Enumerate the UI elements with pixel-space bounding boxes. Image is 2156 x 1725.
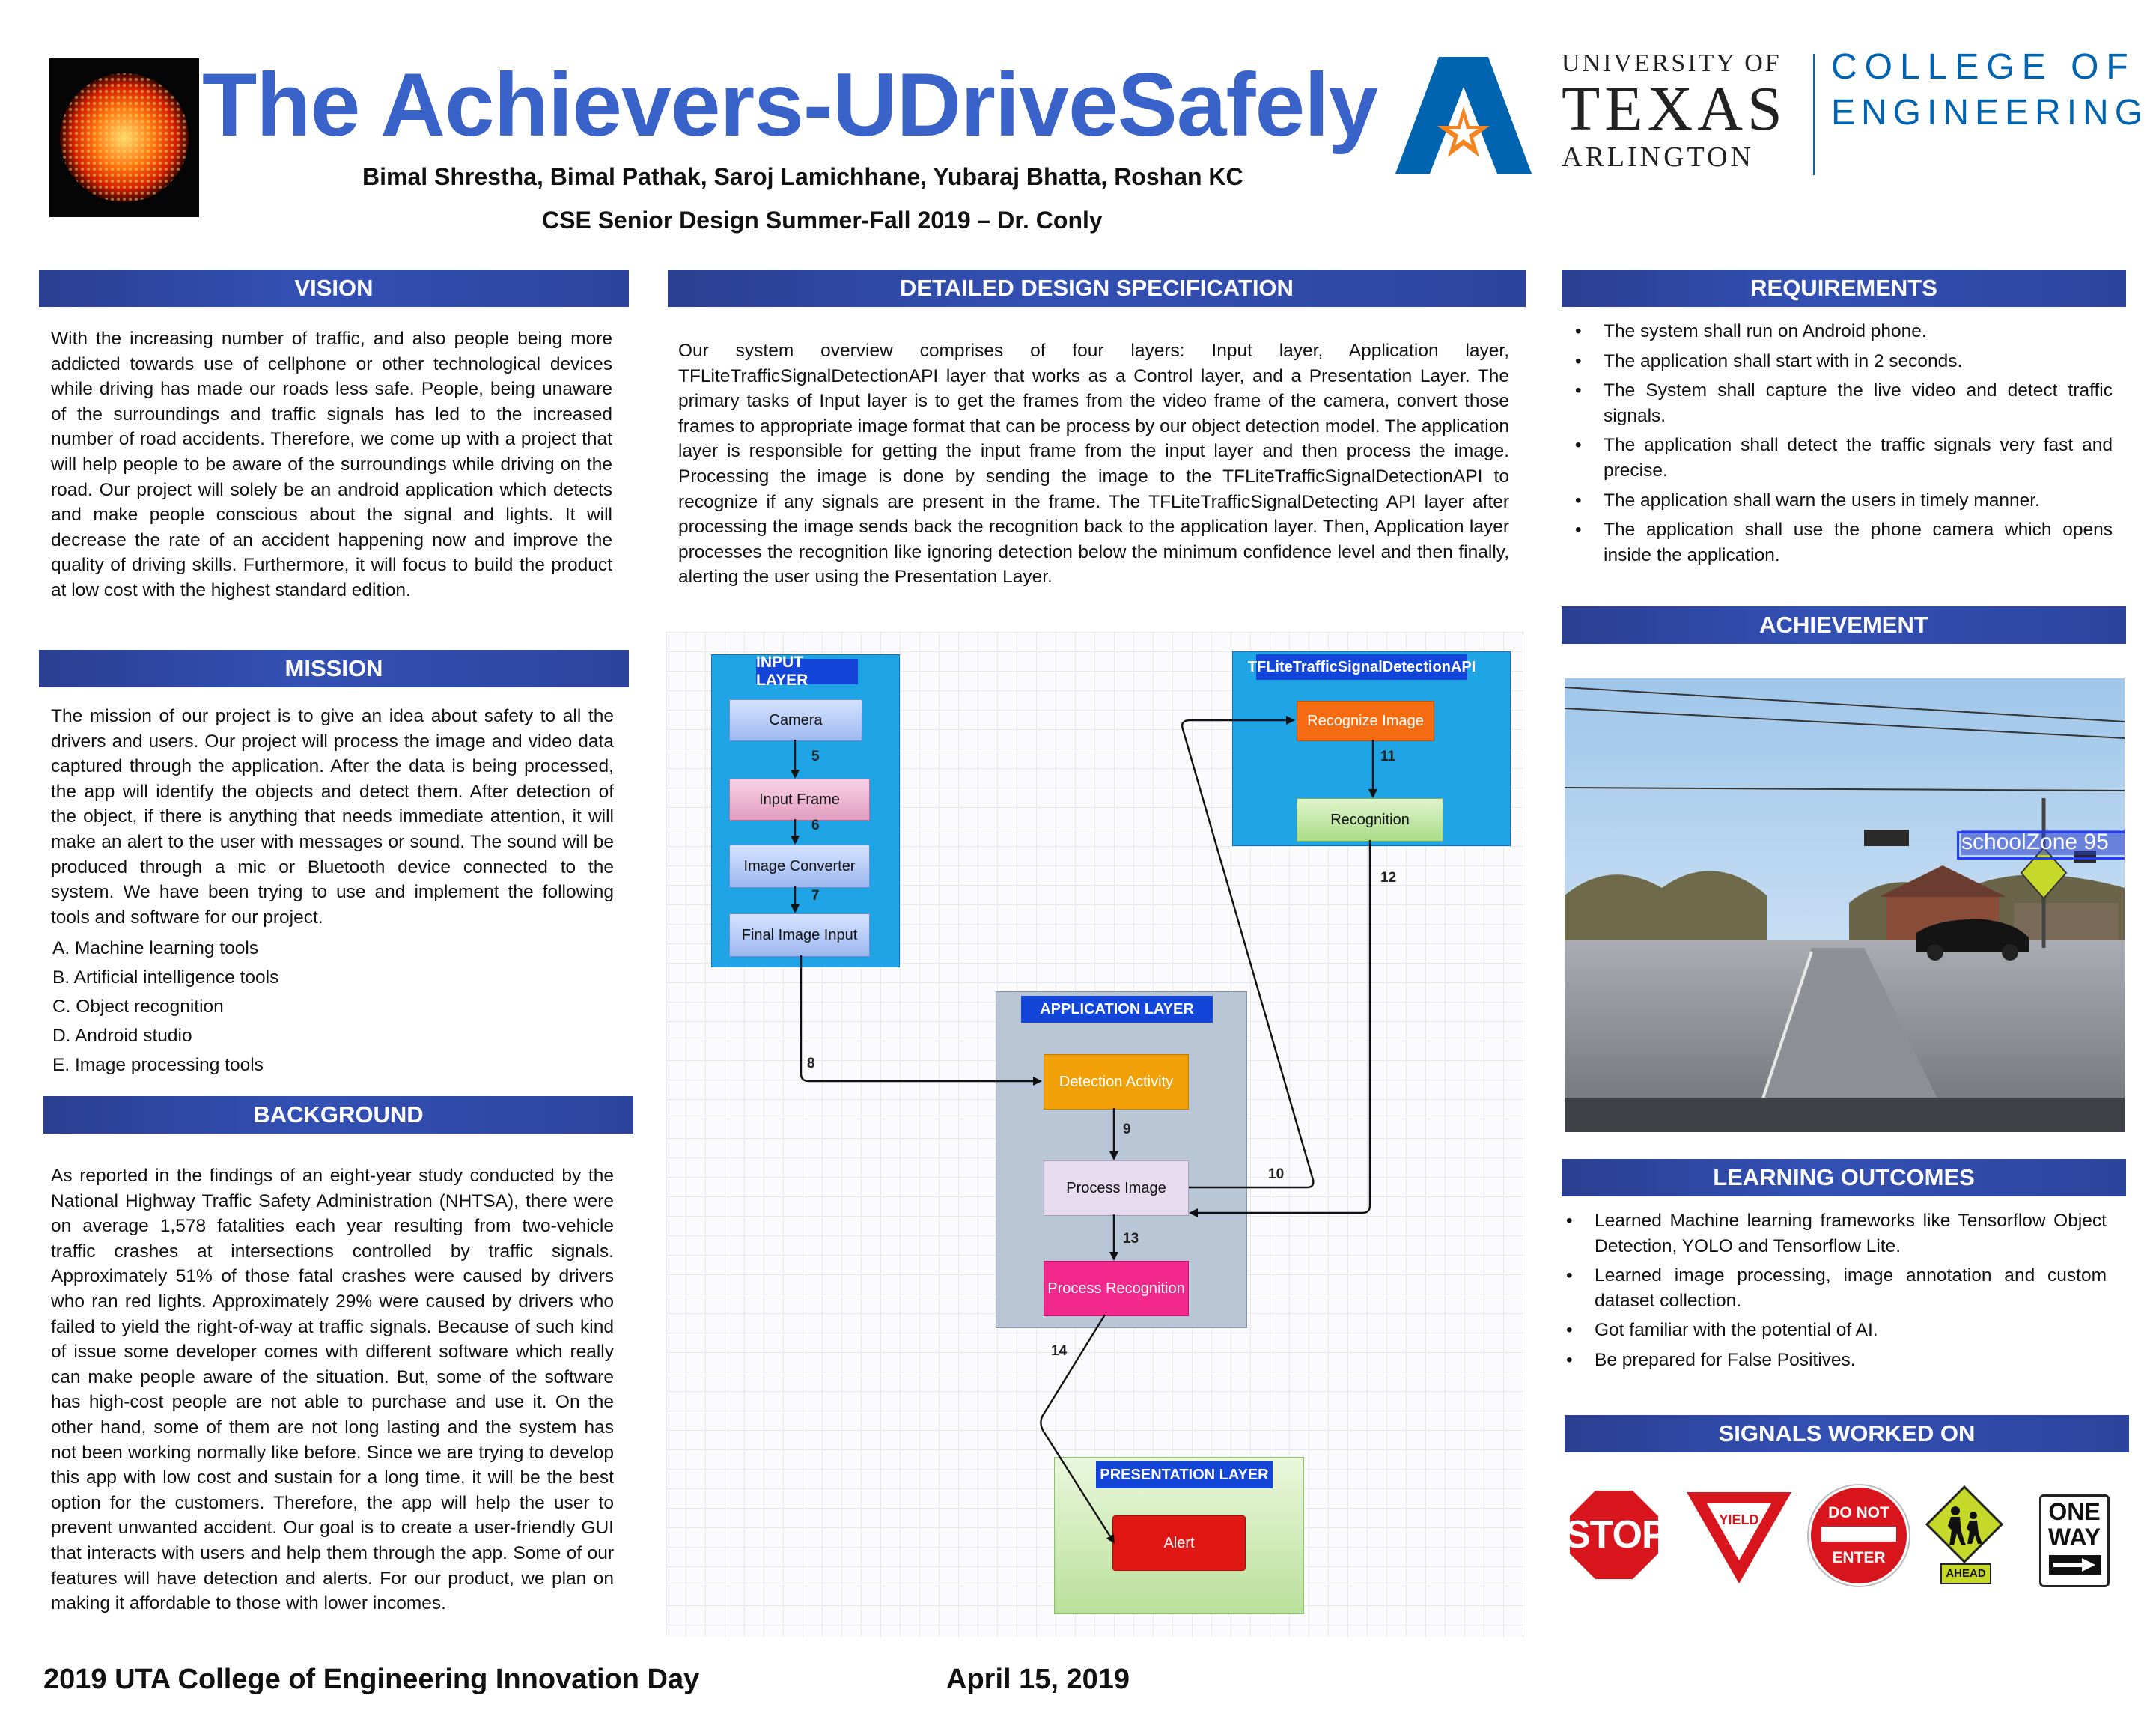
university-line-2: TEXAS bbox=[1562, 74, 1787, 144]
node-input-frame: Input Frame bbox=[729, 779, 870, 821]
college-line-1: COLLEGE OF bbox=[1831, 47, 2136, 87]
node-process-image: Process Image bbox=[1044, 1160, 1189, 1216]
poster-title: The Achievers-UDriveSafely bbox=[202, 55, 1378, 155]
mission-tools-list bbox=[52, 936, 606, 1082]
college-line-2: ENGINEERING bbox=[1831, 93, 2149, 133]
node-alert: Alert bbox=[1112, 1515, 1246, 1571]
list-item: • Be prepared for False Positives. bbox=[1553, 1348, 2107, 1373]
one-way-sign bbox=[2039, 1494, 2110, 1587]
do-not-text: DO NOT bbox=[1828, 1504, 1889, 1521]
school-zone-sign bbox=[1925, 1485, 2003, 1586]
footer-event: 2019 UTA College of Engineering Innovation Day bbox=[43, 1664, 700, 1695]
api-layer-title: TFLiteTrafficSignalDetectionAPI bbox=[1256, 654, 1467, 680]
mission-heading: MISSION bbox=[39, 650, 629, 687]
node-process-recognition: Process Recognition bbox=[1044, 1261, 1189, 1316]
university-line-1: UNIVERSITY OF bbox=[1562, 49, 1782, 77]
architecture-diagram bbox=[666, 632, 1523, 1637]
list-item: A. Machine learning tools bbox=[52, 938, 259, 958]
list-item: • The application shall use the phone camera which opens inside the application. bbox=[1562, 517, 2113, 568]
logo-divider bbox=[1813, 54, 1815, 175]
list-item: C. Object recognition bbox=[52, 997, 224, 1017]
footer-date: April 15, 2019 bbox=[946, 1664, 1130, 1695]
design-text: Our system overview comprises of four layers: Input layer, Application layer, TFLiteTrafficSignalDetectionAPI layer that works as a Control layer, and a Presentation Layer. The primary tasks of Input layer is to get the frames from the video frame of the camera, convert those frames to appropriate image format that can be process by our object detection model. The application layer is responsible for getting the input frame from the input layer and then process the image. Processing the image is done by sending the image to the TFLiteTrafficSignalDetectionAPI to recognize if any signals are present in the frame. The TFLiteTrafficSignalDetecting API layer after processing the image sends back the recognition back to the application layer. Then, Application layer processes the recognition like ignoring detection below the minimum confidence level and then finally, alerting the user using the Presentation Layer. bbox=[678, 341, 1509, 588]
list-item: • Got familiar with the potential of AI. bbox=[1553, 1318, 2107, 1343]
mission-text: The mission of our project is to give an idea about safety to all the drivers and users. Our project will process the image and video data captured through the application. After the data is being processed, the app will identify the objects and detect them. After detection of the object, if there is anything that needs immediate attention, it will make an alert to the user with messages or sound. The sound will be produced through a mic or Bluetooth device connected to the system. We have been trying to use and implement the following tools and software for our project. bbox=[51, 706, 614, 928]
edge-label-7: 7 bbox=[811, 888, 820, 904]
background-text: As reported in the findings of an eight-year study conducted by the National Highway Traffic Safety Administration (NHTSA), there were on average 1,578 fatalities each year resulting from two-vehicle traffic crashes at intersections controlled by traffic signals. Approximately 51% of those fatal crashes were caused by drivers who ran red lights. Approximately 29% were caused by drivers who failed to yield the right-of-way at traffic signals. Because of such kind of issue some developer comes with different software which really can make people aware of the situation. But, some of the software has high-cost people are not able to purchase and use it. On the other hand, some of them are not long lasting and the system has not been working normally like before. Since we are trying to develop this app with low cost and sustain for a long time, it will be the best option for the customers. Therefore, the app will help the user to prevent unwanted accident. Our goal is to create a user-friendly GUI that interacts with users and help them through the app. Some of our features will have detection and alerts. For our product, we plan on making it affordable to those with lower incomes. bbox=[51, 1166, 614, 1614]
learning-list bbox=[1553, 1208, 2107, 1378]
edge-label-10: 10 bbox=[1268, 1166, 1285, 1182]
enter-text: ENTER bbox=[1832, 1549, 1886, 1566]
input-layer-title: INPUT LAYER bbox=[756, 659, 858, 684]
list-item: D. Android studio bbox=[52, 1026, 192, 1046]
presentation-layer-title: PRESENTATION LAYER bbox=[1096, 1461, 1273, 1488]
design-heading: DETAILED DESIGN SPECIFICATION bbox=[668, 270, 1526, 307]
signals-heading: SIGNALS WORKED ON bbox=[1565, 1415, 2129, 1452]
edge-8 bbox=[801, 955, 1041, 1081]
node-recognize-image: Recognize Image bbox=[1297, 701, 1434, 741]
vision-heading: VISION bbox=[39, 270, 629, 307]
do-not-bar bbox=[1821, 1527, 1896, 1542]
edge-label-12: 12 bbox=[1380, 870, 1397, 886]
do-not-enter-sign bbox=[1809, 1485, 1909, 1586]
list-item: • The system shall run on Android phone. bbox=[1562, 319, 2113, 344]
list-item: • The application shall detect the traffic signals very fast and precise. bbox=[1562, 433, 2113, 483]
requirements-list bbox=[1562, 319, 2113, 572]
background-heading: BACKGROUND bbox=[43, 1096, 633, 1134]
node-image-converter: Image Converter bbox=[729, 845, 870, 888]
stop-sign-text: STOP bbox=[1565, 1513, 1667, 1557]
college-wordmark bbox=[1831, 46, 2156, 133]
diagram-connectors bbox=[666, 632, 1523, 1637]
node-detection-activity: Detection Activity bbox=[1044, 1054, 1189, 1110]
list-item: • Learned Machine learning frameworks like Tensorflow Object Detection, YOLO and Tensorflow Lite. bbox=[1553, 1208, 2107, 1259]
university-wordmark bbox=[1562, 49, 1786, 174]
list-item: • The application shall start with in 2 seconds. bbox=[1562, 349, 2113, 374]
course-line: CSE Senior Design Summer-Fall 2019 – Dr. Conly bbox=[542, 207, 1103, 234]
learning-heading: LEARNING OUTCOMES bbox=[1562, 1159, 2126, 1196]
requirements-heading: REQUIREMENTS bbox=[1562, 270, 2126, 307]
edge-label-14: 14 bbox=[1051, 1343, 1068, 1359]
edge-label-5: 5 bbox=[811, 749, 820, 764]
list-item: • The System shall capture the live video and detect traffic signals. bbox=[1562, 378, 2113, 428]
achievement-heading: ACHIEVEMENT bbox=[1562, 606, 2126, 644]
yield-sign-text: YIELD bbox=[1719, 1512, 1759, 1527]
authors: Bimal Shrestha, Bimal Pathak, Saroj Lamichhane, Yubaraj Bhatta, Roshan KC bbox=[362, 163, 1243, 190]
edge-label-13: 13 bbox=[1123, 1231, 1139, 1247]
traffic-light-photo bbox=[49, 58, 199, 217]
edge-label-6: 6 bbox=[811, 818, 820, 833]
node-camera: Camera bbox=[729, 699, 862, 741]
node-final-image-input: Final Image Input bbox=[729, 913, 870, 957]
edge-label-8: 8 bbox=[807, 1056, 815, 1071]
edge-label-9: 9 bbox=[1123, 1122, 1131, 1137]
arrow-right-icon bbox=[2049, 1555, 2101, 1575]
edge-12 bbox=[1190, 840, 1370, 1213]
stop-sign bbox=[1565, 1485, 1667, 1584]
detection-screenshot bbox=[1565, 678, 2125, 1132]
application-layer-title: APPLICATION LAYER bbox=[1021, 996, 1213, 1023]
one-text: ONE bbox=[2048, 1498, 2101, 1525]
uta-a-logo bbox=[1394, 54, 1533, 177]
vision-text: With the increasing number of traffic, and also people being more addicted towards use of cellphone or other technological devices while driving has made our roads less safe. People, being unaware of the surroundings and traffic signals has led to the increased number of road accidents. Therefore, we come up with a project that will help people to be aware of the surroundings while driving on the road. Our project will solely be an android application which detects and make people conscious about the signal and lights. It will decrease the rate of an accident happening now and improve the quality of driving skills. Furthermore, it will focus to build the product at low cost with the highest standard edition. bbox=[51, 329, 612, 600]
node-recognition: Recognition bbox=[1297, 798, 1443, 842]
yield-sign bbox=[1684, 1490, 1794, 1586]
way-text: WAY bbox=[2048, 1524, 2101, 1551]
university-line-3: ARLINGTON bbox=[1562, 142, 1754, 173]
edge-10 bbox=[1182, 720, 1313, 1187]
list-item: • Learned image processing, image annotation and custom dataset collection. bbox=[1553, 1263, 2107, 1313]
list-item: E. Image processing tools bbox=[52, 1055, 264, 1075]
list-item: B. Artificial intelligence tools bbox=[52, 967, 279, 988]
list-item: • The application shall warn the users in timely manner. bbox=[1562, 488, 2113, 514]
ahead-plate: AHEAD bbox=[1940, 1563, 1991, 1584]
edge-label-11: 11 bbox=[1380, 749, 1396, 764]
detection-label: schoolZone 95 bbox=[1961, 830, 2125, 855]
